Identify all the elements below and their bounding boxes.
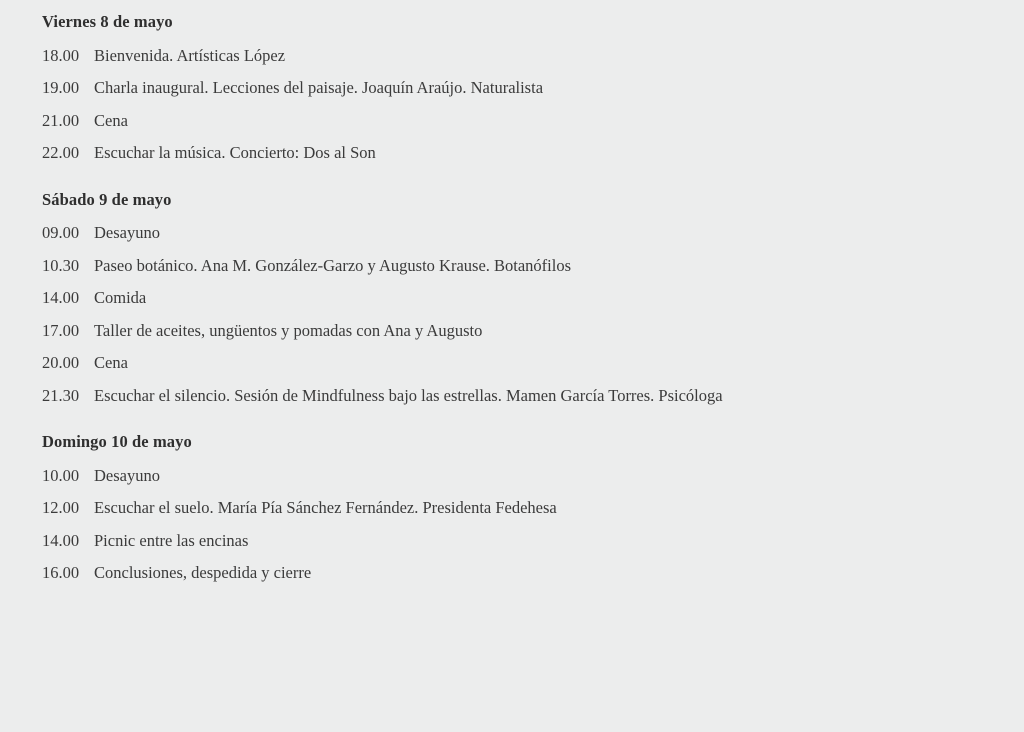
schedule-entry	[42, 465, 1024, 486]
schedule-entry	[42, 497, 1024, 518]
schedule-entry	[42, 142, 1024, 163]
entry-text: Cena	[94, 110, 128, 130]
schedule-entry	[42, 110, 1024, 131]
entry-time: 16.00	[42, 563, 80, 583]
entry-text: Escuchar el suelo. María Pía Sánchez Fernández. Presidenta Fedehesa	[94, 498, 557, 518]
day-title: Sábado 9 de mayo	[42, 189, 172, 209]
entry-text: Escuchar el silencio. Sesión de Mindfulness bajo las estrellas. Mamen García Torres. Psicóloga	[94, 385, 723, 405]
day-title: Domingo 10 de mayo	[42, 431, 192, 451]
entry-text: Picnic entre las encinas	[94, 530, 249, 550]
entry-text: Comida	[94, 288, 147, 308]
day-block-sunday	[42, 432, 1024, 584]
event-schedule	[42, 0, 1024, 584]
schedule-entry	[42, 45, 1024, 66]
schedule-entry	[42, 77, 1024, 98]
day-block-saturday	[42, 190, 1024, 406]
schedule-entry	[42, 352, 1024, 373]
entry-text: Escuchar la música. Concierto: Dos al Son	[94, 143, 376, 163]
entry-time: 09.00	[42, 223, 80, 243]
entry-time: 18.00	[42, 45, 80, 65]
entry-time: 21.30	[42, 385, 80, 405]
day-title: Viernes 8 de mayo	[42, 12, 173, 31]
entry-text: Bienvenida. Artísticas López	[94, 45, 286, 65]
entry-text: Taller de aceites, ungüentos y pomadas con Ana y Augusto	[94, 320, 483, 340]
entry-text: Cena	[94, 353, 128, 373]
schedule-entry	[42, 385, 1024, 406]
entry-time: 19.00	[42, 78, 80, 98]
entry-time: 10.30	[42, 255, 80, 275]
entry-text: Conclusiones, despedida y cierre	[94, 563, 312, 583]
schedule-entry	[42, 562, 1024, 583]
entry-text: Desayuno	[94, 465, 160, 485]
entry-time: 21.00	[42, 110, 80, 130]
entry-text: Paseo botánico. Ana M. González-Garzo y Augusto Krause. Botanófilos	[94, 255, 572, 275]
schedule-entry	[42, 530, 1024, 551]
entry-time: 10.00	[42, 465, 80, 485]
day-block-friday	[42, 12, 1024, 164]
schedule-entry	[42, 287, 1024, 308]
entry-text: Desayuno	[94, 223, 160, 243]
entry-time: 14.00	[42, 530, 80, 550]
entry-time: 17.00	[42, 320, 80, 340]
schedule-entry	[42, 255, 1024, 276]
entry-time: 20.00	[42, 353, 80, 373]
schedule-entry	[42, 320, 1024, 341]
entry-time: 12.00	[42, 498, 80, 518]
entry-time: 14.00	[42, 288, 80, 308]
schedule-entry	[42, 222, 1024, 243]
entry-text: Charla inaugural. Lecciones del paisaje. Joaquín Araújo. Naturalista	[94, 78, 544, 98]
entry-time: 22.00	[42, 143, 80, 163]
